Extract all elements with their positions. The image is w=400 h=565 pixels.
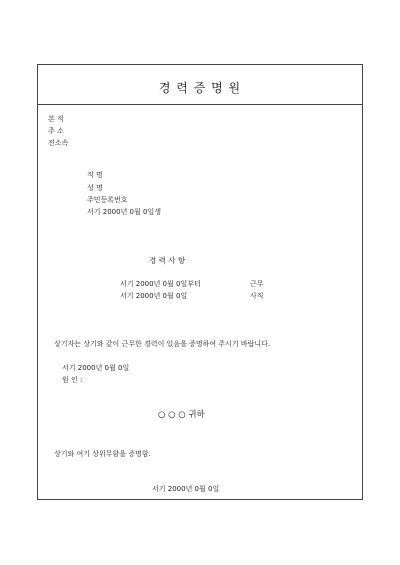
applicant-label: 원 인 :	[62, 376, 83, 384]
recipient-line: ○ ○ ○ 귀하	[158, 410, 205, 420]
birth-date: 서기 2000년 0월 0일생	[87, 208, 161, 216]
career-heading: 경 력 사 항	[149, 256, 186, 265]
career-row-end-status: 사직	[250, 292, 264, 300]
title-bar	[38, 65, 362, 105]
name-label: 성 명	[87, 184, 103, 192]
career-row-start-period: 서기 2000년 0월 0일부터	[120, 280, 201, 288]
document-title: 경 력 증 명 원	[158, 81, 242, 95]
certify-request-text: 상기자는 상기와 같이 근무한 경력이 있음을 증명하여 주시기 바랍니다.	[54, 340, 271, 348]
address-label: 주 소	[48, 127, 64, 135]
resident-number-label: 주민등록번호	[87, 196, 128, 204]
previous-affiliation-label: 전소속	[48, 139, 69, 147]
position-label: 직 명	[87, 171, 103, 179]
request-date: 서기 2000년 0월 0일	[62, 364, 130, 372]
domicile-label: 본 적	[48, 115, 64, 123]
issue-date: 서기 2000년 0월 0일	[152, 485, 220, 493]
career-row-start-status: 근무	[250, 280, 264, 288]
career-row-end-period: 서기 2000년 0월 0일	[120, 292, 188, 300]
confirm-text: 상기와 여기 상위무함을 증명함.	[54, 450, 151, 458]
